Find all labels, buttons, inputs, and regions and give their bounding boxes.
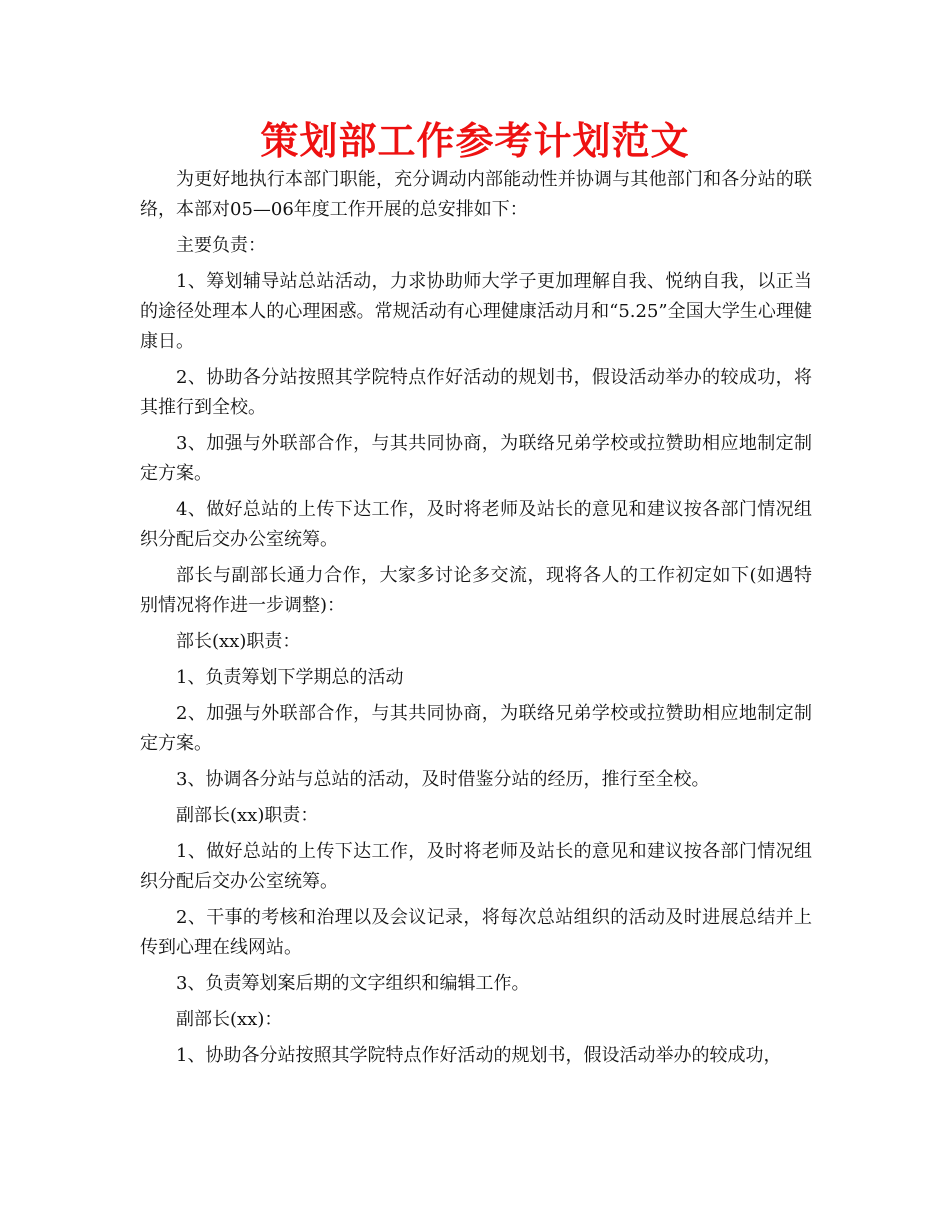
paragraph-director-2: 2、加强与外联部合作，与其共同协商，为联络兄弟学校或拉赞助相应地制定制定方案。 xyxy=(140,703,812,754)
paragraph-deputy-a-2: 2、干事的考核和治理以及会议记录，将每次总站组织的活动及时进展总结并上传到心理在线网站。 xyxy=(140,907,812,958)
document-body xyxy=(140,165,812,1077)
paragraph-heading-director: 部长(xx)职责： xyxy=(176,631,301,652)
paragraph-heading-deputy-b: 副部长(xx)： xyxy=(176,1009,283,1030)
paragraph-deputy-b-1: 1、协助各分站按照其学院特点作好活动的规划书，假设活动举办的较成功， xyxy=(176,1045,782,1066)
paragraph-duty-4: 4、做好总站的上传下达工作，及时将老师及站长的意见和建议按各部门情况组织分配后交办公室统筹。 xyxy=(140,499,812,550)
paragraph-cooperation: 部长与副部长通力合作，大家多讨论多交流，现将各人的工作初定如下(如遇特别情况将作进一步调整)： xyxy=(140,565,812,616)
paragraph-deputy-a-1: 1、做好总站的上传下达工作，及时将老师及站长的意见和建议按各部门情况组织分配后交办公室统筹。 xyxy=(140,841,812,892)
paragraph-intro: 为更好地执行本部门职能，充分调动内部能动性并协调与其他部门和各分站的联络，本部对05—06年度工作开展的总安排如下： xyxy=(140,169,812,220)
paragraph-heading-deputy-a: 副部长(xx)职责： xyxy=(176,805,319,826)
paragraph-duty-3: 3、加强与外联部合作，与其共同协商，为联络兄弟学校或拉赞助相应地制定制定方案。 xyxy=(140,433,812,484)
paragraph-director-3: 3、协调各分站与总站的活动，及时借鉴分站的经历，推行至全校。 xyxy=(176,769,710,790)
document-title: 策划部工作参考计划范文 xyxy=(260,119,690,163)
paragraph-director-1: 1、负责筹划下学期总的活动 xyxy=(176,667,404,688)
paragraph-deputy-a-3: 3、负责筹划案后期的文字组织和编辑工作。 xyxy=(176,973,530,994)
paragraph-duty-1: 1、筹划辅导站总站活动，力求协助师大学子更加理解自我、悦纳自我，以正当的途径处理本人的心理困惑。常规活动有心理健康活动月和“5.25”全国大学生心理健康日。 xyxy=(140,271,812,352)
paragraph-heading-main-duties: 主要负责： xyxy=(176,235,266,256)
paragraph-duty-2: 2、协助各分站按照其学院特点作好活动的规划书，假设活动举办的较成功，将其推行到全校。 xyxy=(140,367,812,418)
